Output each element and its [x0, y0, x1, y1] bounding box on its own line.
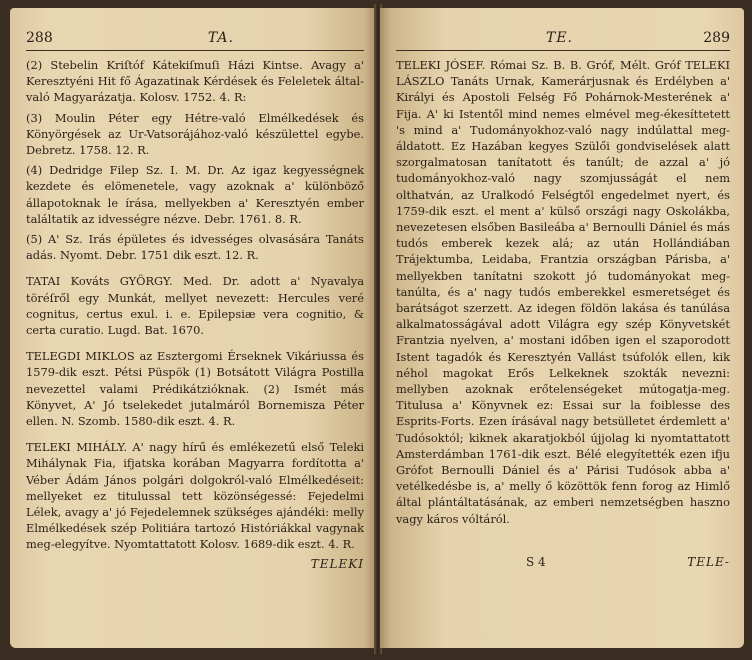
- entry-tatai: TATAI Kováts GYÖRGY. Med. Dr. adott a' Nyavalya töréſről egy Munkát, mellyet nevezett: Hercules veré cognitus, certus exul. i. e. Epilepsiæ vera cognitio, & certa curatio. Lugd. Bat. 1670.: [26, 274, 364, 338]
- left-paragraph: (2) Stebelin Kriſtóf Kátekiſmuſi Házi Kintse. Avagy a' Keresztyéni Hit fő Ágazatinak Kérdések és Feleletek által-való Magyarázatja. Kolosv. 1752. 4. R:: [26, 58, 364, 105]
- left-page-header: [26, 30, 364, 51]
- left-paragraph: (4) Dedridge Filep Sz. I. M. Dr. Az igaz kegyességnek kezdete és elömenetele, vagy azoknak a' különböző állapotoknak le írása, mellyekben a' Keresztyén ember találtatik az idvességre nézve. Debr. 1761. 8. R.: [26, 163, 364, 226]
- left-page-number: 288: [26, 30, 53, 46]
- left-paragraph: (5) A' Sz. Irás épületes és idvességes olvasására Tanáts adás. Nyomt. Debr. 1751 dik eszt. 12. R.: [26, 232, 364, 263]
- right-page: [380, 8, 744, 648]
- right-catchword: TELE-: [687, 554, 730, 569]
- left-page: [10, 8, 376, 648]
- right-page-number: 289: [703, 30, 730, 46]
- left-running-title: TA.: [207, 30, 234, 46]
- right-page-header: [396, 30, 730, 51]
- entry-teleki-josef: TELEKI JÓSEF. Római Sz. B. B. Gróf, Mélt. Gróf TELEKI LÁSZLO Tanáts Urnak, Kamerárjusnak és Erdélyben a' Királyi és Apostoli Felség Fő Pohárnok-Mesterének a' Fija. A' ki Istentől mind nemes elmével meg-ékesíttetett 's mind a' Tudományokhoz-való nagy indúlattal meg-áldatott. Ez Hazában kegyes Szülői gondviselések alatt szorgalmatosan tanítatott és tanúlt; de azzal a' jó tudományokhoz-való nagy szomjusságát el nem olthatván, az Uralkodó Felségtől engedelmet nyert, és 1759-dik eszt. el ment a' külső országi nagy Oskolákba, nevezetesen elsőben Basileába a' Bernoulli Dániel és más tudós emberek kezek alá; az után Hollándiában Trájektumba, Leidaba, Frantzia országban Párisba, a' mellyekben tanítatni szokott jó tudományokat meg-tanúlta, és a' nagy tudós emberekkel esmeretséget és barátságot szerzett. Az idegen földön lakása és tanúlása alkalmatosságával adott Világra egy szép Könyvetskét Frantzia nyelven, a' mostani időben igen el szaporodott Istent tagadók és Keresztyén Vallást tsúfolók ellen, kik néhol magokat Erős Lelkeknek szokták nevezni: mellyben azoknak erőtelenségeket mútogatja-meg. Titulusa a' Könyvnek ez: Essai sur la foiblesse des Esprits-Forts. Ezen írásával nagy betsülletet érdemlett a' Tudósoktól; kiknek akaratjokból újjolag ki nyomtattatott Amsterdámban 1761-dik eszt. Bélé elegyítették ezen ifju Grófot Bernoulli Dániel és a' Párisi Tudósok abba a' vetélkedésbe is, a' melly ő közöttök fenn forog az Himlő által plántáltatásának, az emberi nemzetségben haszno vagy káros vóltáról.: [396, 58, 730, 526]
- right-page-footer: [396, 555, 730, 569]
- entry-telegdi: TELEGDI MIKLOS az Esztergomi Érseknek Vikáriussa és 1579-dik eszt. Pétsi Püspök (1) Botsátott Világra Postilla nevezettel valami Prédikátzióknak. (2) Ismét más Könyvet, A' Jó tselekedet jutalmáról Bornemisza Péter ellen. N. Szomb. 1580-dik eszt. 4. R.: [26, 349, 364, 429]
- right-running-title: TE.: [546, 30, 574, 46]
- left-catchword: TELEKI: [310, 556, 364, 571]
- entry-teleki-mihaly: TELEKI MIHÁLY. A' nagy hírű és emlékezetű első Teleki Mihálynak Fia, ifjatska korában Magyarra fordította a' Véber Ádám János polgári dolgokról-való Elmélkedéseit: mellyeket ez titulussal tett közönségessé: Fejedelmi Lélek, avagy a' jó Fejedelemnek szükséges ajándéki: melly Elmélkedések szép Politiára tartozó Históriákkal vagynak meg-elegyítve. Nyomtattatott Kolosv. 1689-dik eszt. 4. R.: [26, 440, 364, 552]
- signature-mark: S 4: [526, 554, 546, 569]
- left-paragraph: (3) Moulin Péter egy Hétre-való Elmélkedések és Könyörgések az Ur-Vatsorájához-való készülettel egybe. Debretz. 1758. 12. R.: [26, 110, 364, 158]
